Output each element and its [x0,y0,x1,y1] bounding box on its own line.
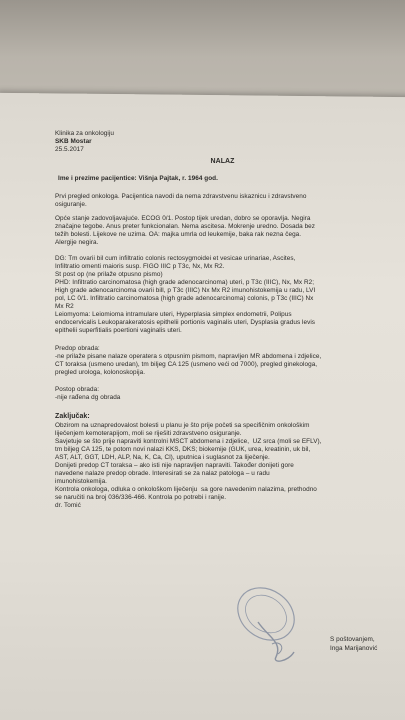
document-title: NALAZ [210,158,235,165]
diagnosis-line: PHD: Infiltratio carcinomatosa (high grade adenocarcinoma) uteri, p T3c (IIIC), Nx, Mx R2; [55,279,315,286]
diagnosis-line: Mx R2 [55,303,74,310]
institution-name: Klinika za onkologiju [55,130,114,137]
signature-name: Inga Marijanović [330,645,378,652]
conclusion-line: navedene nalaze predop obrade. Interesirati se za nalaz patologa – u radu [55,470,270,477]
preop-line: CT toraksa (usmeno uredan), tm biljeg CA 125 (usmeno veći od 7000), pregled ginekologa, [55,361,318,368]
diagnosis-line: Leiomyoma: Leiomioma intramulare uteri, Hyperplasia simplex endometrii, Polipus [55,311,292,318]
conclusion-line: liječenjem kemoterapijom, moli se riješiti zdravstveno osiguranje. [55,430,242,437]
diagnosis-line: High grade adenocarcinoma ovarii bill, p T3c (IIIC) Nx Mx R2 imunohistokemija u radu, LVI [55,287,316,294]
conclusion-line: AST, ALT, GGT, LDH, ALP, Na, K, Ca, Cl), uputnica i suglasnot za liječenje. [55,454,270,461]
conclusion-line: imunohistokemija. [55,478,107,485]
general-line: težih bolesti. Lijekove ne uzima. OA: majka umrla od leukemije, baka rak nezna čega. [55,231,302,238]
preop-line: pregled urologa, kolonoskopija. [55,369,146,376]
diagnosis-line: St post op (ne prilaže otpusno pismo) [55,271,163,278]
preop-title: Predop obrada: [55,345,100,352]
doctor-name: dr. Tomić [55,502,81,509]
intro-line: osiguranje. [55,201,87,208]
diagnosis-line: epithelii superfitialis poertioni vaginalis uteri. [55,327,182,334]
postop-title: Postop obrada: [55,386,100,393]
general-line: Opće stanje zadovoljavajuće. ECOG 0/1. Postop tijek uredan, dobro se oporavlja. Negira [55,215,311,222]
conclusion-line: Kontrola onkologa, odluka o onkološkom liječenju sa gore navedenim nalazima, prethodno [55,486,317,493]
preop-line: -ne prilaže pisane nalaze operatera s otpusnim pismom, napravljen MR abdomena i zdjelice, [55,353,322,360]
diagnosis-line: DG: Tm ovarii bil cum infiltratio colonis rectosygmoidei et vesicae urinariae, Ascites, [55,255,296,262]
general-line: Alergije negira. [55,239,99,246]
document-page [0,93,405,720]
conclusion-line: Obzirom na uznapredovalost bolesti u planu je što prije početi sa specifičnim onkološkim [55,422,310,429]
conclusion-line: Savjetuje se što prije napraviti kontrolni MSCT abdomena i zdjelice, UZ srca (moli se EFLV), [55,438,322,445]
conclusion-line: Donijeti predop CT toraksa – ako isti nije napravljen napraviti. Također donijeti gore [55,462,294,469]
diagnosis-line: endocervicalis Leukoparakeratosis epithelii portionis vaginalis uteri, Dysplasia gradus levis [55,319,316,326]
conclusion-line: se naručiti na broj 036/336-466. Kontrola po potrebi i ranije. [55,494,227,501]
postop-line: -nije rađena dg obrada [55,394,121,401]
diagnosis-line: pol, LC 0/1. Infiltratio carcinomatosa (high grade adenocarcinoma) colonis, p T3c (IIIC) Nx [55,295,314,302]
conclusion-title: Zaključak: [55,413,90,420]
patient-line: Ime i prezime pacijentice: Višnja Pajtak, r. 1964 god. [58,175,218,182]
intro-line: Prvi pregled onkologa. Pacijentica navodi da nema zdravstvenu iskaznicu i zdravstveno [55,193,307,200]
hospital-name: SKB Mostar [55,138,92,145]
general-line: značajne tegobe. Anus preter funkcionalan. Nema ascitesa. Mokrenje uredno. Dosada bez [55,223,316,230]
stamp-and-signature [228,582,318,672]
conclusion-line: tm biljeg CA 125, te potom novi nalazi KKS, DKS; biokemije (GUK, urea, kreatinin, uk bil, [55,446,311,453]
diagnosis-line: Infiltratio omenti maioris susp. FIGO IIIC p T3c, Nx, Mx R2. [55,263,225,270]
document-date: 25.5.2017 [55,146,84,153]
signature-greeting: S poštovanjem, [330,636,375,643]
